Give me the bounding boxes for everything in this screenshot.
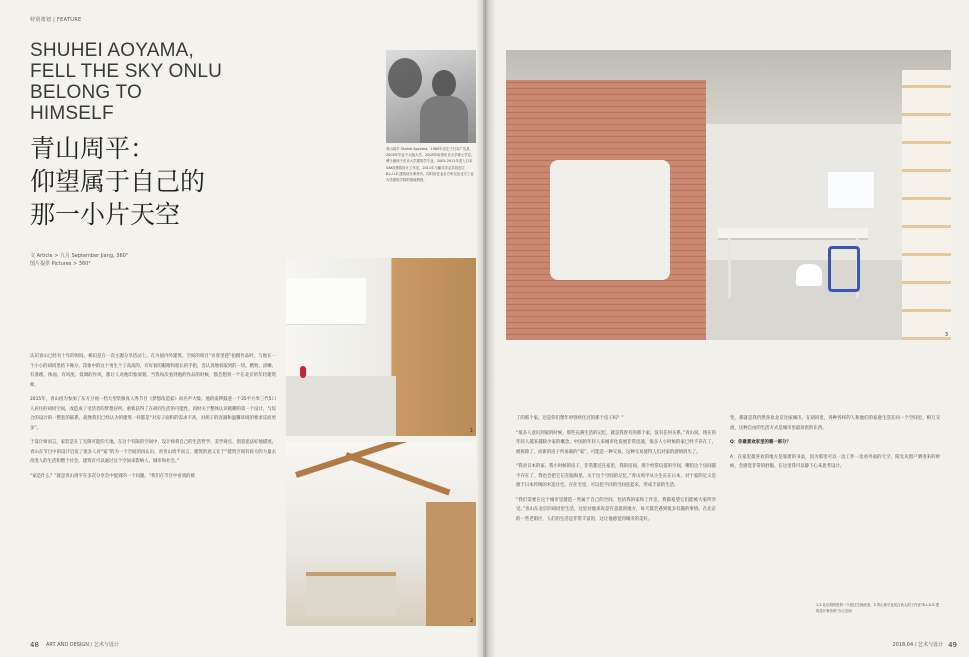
bed [306, 572, 396, 616]
right-column-b [730, 414, 940, 477]
roof-beam [345, 452, 450, 495]
plant-shape [388, 58, 422, 98]
right-page [486, 0, 969, 657]
photo-number-3: 3 [944, 332, 948, 338]
credit-article: 文 Article > 九月 September Jiang, 360° [30, 253, 129, 259]
photo-number-1: 1 [469, 428, 473, 434]
chinese-title [30, 132, 250, 231]
paragraph: 于设计师而言，家装是在了无限可能的天地。在这个有限的空间中，设计师将自己的生活哲学、美学观点、创意思法好地描述。青山在节目中的设计启发了很多人对“家”的为一个空间的再认识，对青山周平而言，建筑的意义在于“建筑空间有较大的力量去改变人的生活和整个社会，建筑有可以通过这个空间来影响人、城市和社会。” [30, 440, 276, 464]
flower-vase [300, 366, 306, 378]
attic-photo [286, 442, 476, 626]
left-body-text [30, 352, 276, 486]
binding-gutter [476, 0, 496, 657]
wood-wall [426, 502, 476, 626]
section-label: 特别策划 | FEATURE [30, 17, 82, 23]
image-captions: 1-2 北京胡同里的一个居住空间改造；3 青山周平及其合伙人的工作室“B.L.U.E.建筑设计事务所”办公空间 [816, 603, 940, 613]
credit-pictures: 图片提供 Pictures > 360° [30, 261, 91, 267]
kitchen-counter [286, 376, 396, 436]
author-bio: 青山周平 Shuhei Aoyama，1980年出生于日本广岛县，2003年毕业于大阪大学，2005年取得东京大学硕士学位，博士就读于东京大学建筑学专业。2005-2011年进入日本SAKO建筑设计工作室，2011年与藤井洋志共同创立B.L.U.E.建筑设计事务所，同时担任北京方所以及北方工业大学建筑学院的客座教授。 [386, 147, 475, 183]
chinese-title-line-3: 那一小片天空 [30, 200, 181, 229]
chinese-title-line-1: 青山周平： [30, 134, 156, 163]
wall-opening [550, 160, 670, 280]
kitchen-cabinet [286, 278, 366, 325]
portrait-body [420, 96, 468, 143]
question: Q：你最喜欢家里的哪一部分？ [730, 440, 791, 445]
portrait-photo [386, 50, 476, 143]
right-column-a [516, 414, 716, 529]
paragraph: 了的那个家，还是你们想年时曾经住过的那个房子吗？” [516, 416, 624, 421]
studio-photo [506, 50, 951, 340]
table-leg [728, 238, 731, 298]
page-number-left: 48 [30, 641, 39, 649]
brick-wall [506, 80, 706, 340]
left-page [0, 0, 483, 657]
paragraph: 认识青山已经有十年的时间，相识是在一次主题分享活动上。在为国内外建筑、空间的项目“访客里巷”拍摄作品时，与他在一个小小的胡同里结下缘分。印象中的这个男生个子高高的，有好看的眼睛和很长的手指，会认真地看取到的一切。精致、清晰、有条理、体面、有风度、低调的作风，都让人对他印象深刻。当我每次看到他的作品的时候，都会想到一个在北京的年轻建筑师。 [30, 354, 276, 388]
answer: A：在家里最喜欢的地方是靠窗的书桌，因为那里可以一边工作一边看外面的天空，阳光从窗户洒进来的时候，会感觉非常的舒服。在这里我可以静下心来思考设计。 [730, 454, 940, 469]
paragraph: 变，那就是我仍然喜欢北京这座城市。在胡同里，各种各样的人和他们的家庭生活在同一个空间里，相互交流，这种自由的生活方式是城市里最珍贵的东西。 [730, 416, 940, 431]
credits [30, 252, 128, 268]
chinese-title-line-2: 仰望属于自己的 [30, 167, 206, 196]
footer-right: 2018.04 / 艺术与设计 [892, 642, 943, 648]
window [826, 170, 876, 210]
paragraph: “我对日本的家、我小时候的房子，非常都还在家里，我的房间，那个经常玩耍的空间，哪怕这个房间都不存在了，我也会把它记在脑海里。关于这个空间的记忆。”青山周平从小生长在日本，对于家的定义是源于日本传统的木造住宅。在住宅里，可以把不同的空间连起来，形成丰富的生活。 [516, 464, 716, 488]
page-number-right: 49 [948, 641, 957, 649]
table [718, 228, 868, 240]
photo-number-2: 2 [469, 618, 473, 624]
wood-shelf [902, 70, 951, 340]
kitchen-photo [286, 258, 476, 436]
portrait-head [432, 70, 456, 98]
english-title: SHUHEI AOYAMA, FELL THE SKY ONLU BELONG TO HIMSELF [30, 40, 223, 124]
blue-chair [828, 246, 860, 292]
paragraph: 2015年，青山因为参加了东方卫视一档大型装修真人秀节目《梦想改造家》而名声大噪。他的南锣鼓巷一个35平方米三代5口人居住的胡同空间，改造成了受活者的梦想居所。重新获得了在胡同生活的可能性。同时关于整体认识模糊的第一个设计，与综合的设计的一整套的联系，就像我们已经认为的建筑一样都是“对房子面积的需求不高，对胡子的容器和温馨环境的要求反而更多”。 [30, 397, 276, 431]
paragraph: “我们需要在这个城市里建造一些属于自己的空间，包括我的家和工作室，我都希望它们能被大家所享受。”青山在北京的胡同里生活，这里对他来说是有意思的地方，每天都会遇到很多有趣的事情。在北京的一些老街区，人们的生活是非常丰富的，这让他感觉到城市的美好。 [516, 497, 716, 522]
white-chair [796, 264, 822, 286]
paragraph: “家是什么？”就是青山周平在多次分享会中提到的一个问题。“我们在节目中看到的被 [30, 473, 195, 479]
paragraph: “很多人意识到家的时候，那些充满生活的记忆，就是我曾有的那个家，没有任何关系。”青山说，现在的年轻人越来越缺少家的概念。中国的年轻人来城市化发展非常迅速，很多人小时候的家已经不存在了，被拆除了，而新的房子所承载的“家”，可能是一种交易。这种交易使得人们对家的感情消失了。 [516, 430, 716, 455]
footer-left: ART AND DESIGN / 艺术与设计 [46, 642, 119, 648]
